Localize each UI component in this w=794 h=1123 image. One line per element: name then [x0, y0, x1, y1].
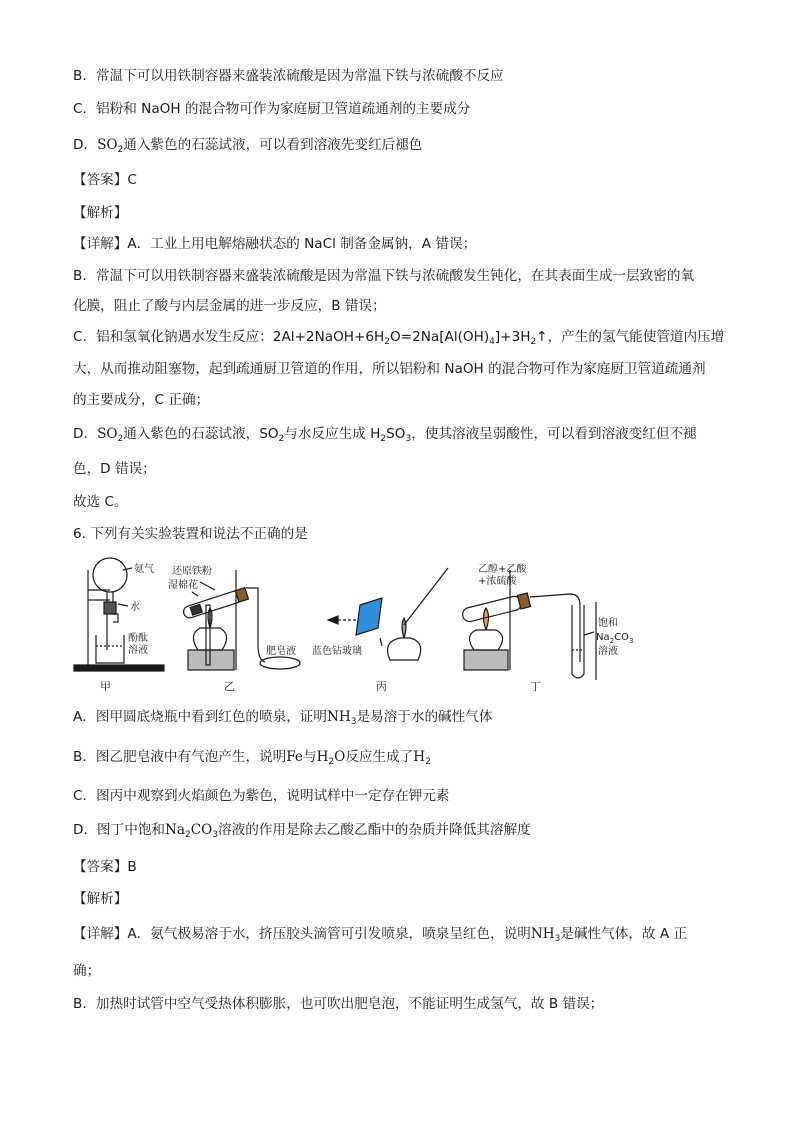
- q6-detail-b: B．加热时试管中空气受热体积膨胀，也可吹出肥皂泡，不能证明生成氢气，故 B 错误；: [73, 996, 604, 1012]
- label-ammonia: 氨气: [134, 564, 154, 575]
- label-cobalt-glass: 蓝色钴玻璃: [312, 646, 362, 657]
- q6-detail-a-line1: 【详解】A．氨气极易溶于水，挤压胶头滴管可引发喷泉，喷泉呈红色，说明$NH_3$是碱性气体，故 A 正: [73, 926, 688, 944]
- label-phenolphthalein: 酚酞: [128, 633, 148, 644]
- label-na2co3: $Na_2CO_3$: [596, 632, 634, 645]
- q5-conclusion: 故选 C。: [73, 494, 128, 510]
- label-na2co3-solution: 溶液: [598, 646, 618, 657]
- q6-stem: 6. 下列有关实验装置和说法不正确的是: [73, 526, 308, 542]
- q5-detail-d-line2: 色，D 错误；: [73, 461, 156, 477]
- q5-option-b: B．常温下可以用铁制容器来盛装浓硫酸是因为常温下铁与浓硫酸不反应: [73, 68, 504, 84]
- label-saturated: 饱和: [598, 618, 618, 629]
- caption-ding: 丁: [530, 680, 541, 693]
- q6-option-a: A．图甲圆底烧瓶中看到红色的喷泉，证明$NH_3$是易溶于水的碱性气体: [73, 709, 493, 727]
- q5-detail-c-line3: 的主要成分，C 正确；: [73, 392, 210, 408]
- label-wet-cotton: 湿棉花: [168, 580, 198, 591]
- q6-option-c: C．图丙中观察到火焰颜色为紫色，说明试样中一定存在钾元素: [73, 788, 450, 804]
- caption-jia: 甲: [100, 680, 111, 693]
- q5-detail-a: 【详解】A．工业上用电解熔融状态的 NaCl 制备金属钠，A 错误；: [73, 236, 477, 252]
- label-phenolphthalein-solution: 溶液: [128, 645, 148, 656]
- q5-answer: 【答案】C: [73, 172, 137, 188]
- caption-bing: 丙: [376, 680, 387, 693]
- label-soap-solution: 肥皂液: [266, 646, 296, 657]
- q5-detail-d-line1: D．$SO_2$通入紫色的石蕊试液，$SO_2$与水反应生成 $H_2SO_3$，使其溶液呈弱酸性，可以看到溶液变红但不褪: [73, 426, 697, 444]
- label-ethanol-acetic: 乙醇+乙酸: [478, 564, 527, 575]
- caption-yi: 乙: [224, 680, 235, 693]
- q6-detail-a-line2: 确；: [73, 963, 101, 979]
- q5-option-d: D．$SO_2$通入紫色的石蕊试液，可以看到溶液先变红后褪色: [73, 137, 423, 155]
- label-water: 水: [130, 602, 140, 613]
- q6-option-d: D．图丁中饱和$Na_2CO_3$溶液的作用是除去乙酸乙酯中的杂质并降低其溶解度: [73, 822, 531, 840]
- label-reduced-iron: 还原铁粉: [172, 566, 212, 577]
- q5-detail-c-line1: C．铝和氢氧化钠遇水发生反应：$2Al+2NaOH+6H_2O=2Na[Al(OH)_4]+3H_2↑$，产生的氢气能使管道内压增: [73, 329, 725, 347]
- q6-answer: 【答案】B: [73, 859, 137, 875]
- q5-detail-b-line2: 化膜，阻止了酸与内层金属的进一步反应，B 错误；: [73, 298, 386, 314]
- q6-analysis-heading: 【解析】: [73, 891, 128, 907]
- q6-option-b: B．图乙肥皂液中有气泡产生，说明Fe与$H_2O$反应生成了$H_2$: [73, 749, 431, 767]
- q5-detail-b-line1: B．常温下可以用铁制容器来盛装浓硫酸是因为常温下铁与浓硫酸发生钝化，在其表面生成一层致密的氧: [73, 268, 695, 284]
- q5-option-c: C．铝粉和 NaOH 的混合物可作为家庭厨卫管道疏通剂的主要成分: [73, 101, 471, 117]
- label-conc-sulfuric: +浓硫酸: [478, 576, 517, 587]
- experiment-apparatus-figure: [60, 550, 640, 700]
- q5-analysis-heading: 【解析】: [73, 205, 128, 221]
- q5-detail-c-line2: 大，从而推动阻塞物，起到疏通厨卫管道的作用，所以铝粉和 NaOH 的混合物可作为家庭厨卫管道疏通剂: [73, 361, 706, 377]
